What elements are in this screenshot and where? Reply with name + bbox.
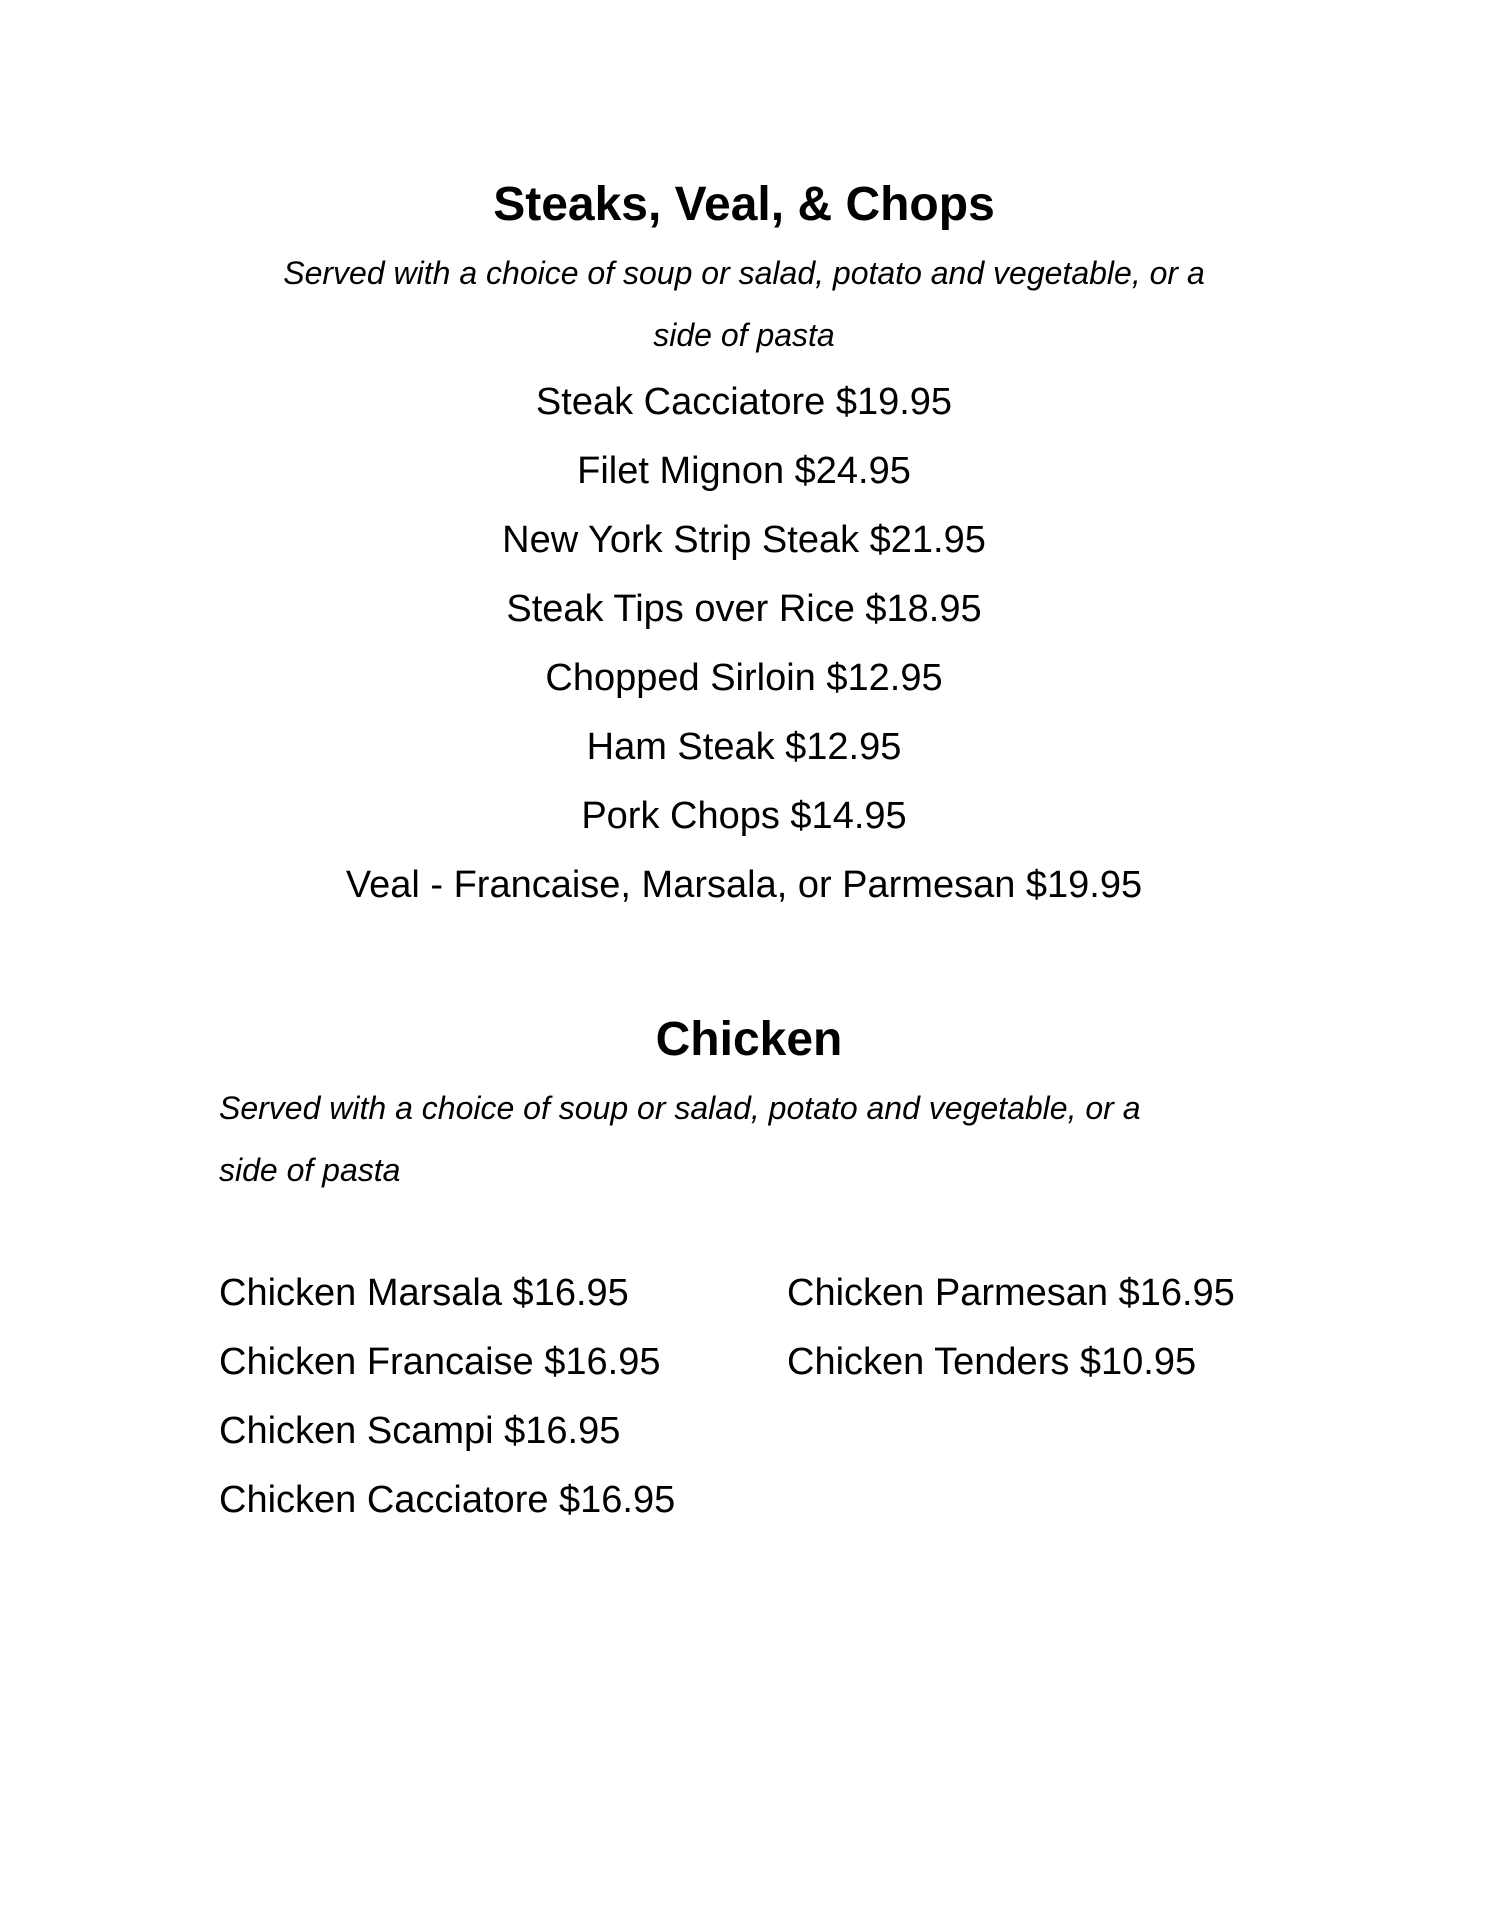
menu-item: Veal - Francaise, Marsala, or Parmesan $19.95 bbox=[345, 864, 1143, 906]
menu-item: Chicken Francaise $16.95 bbox=[219, 1341, 661, 1383]
subtitle-line: side of pasta bbox=[653, 317, 835, 353]
subtitle-line: Served with a choice of soup or salad, potato and vegetable, or a bbox=[219, 1090, 1141, 1126]
menu-item: Chicken Cacciatore $16.95 bbox=[219, 1479, 676, 1521]
menu-item: Chopped Sirloin $12.95 bbox=[545, 657, 943, 699]
menu-item: Filet Mignon $24.95 bbox=[577, 450, 911, 492]
menu-item: Chicken Marsala $16.95 bbox=[219, 1272, 629, 1314]
menu-item: New York Strip Steak $21.95 bbox=[502, 519, 986, 561]
menu-column-right bbox=[787, 1259, 1235, 1397]
subtitle-line: Served with a choice of soup or salad, potato and vegetable, or a bbox=[283, 255, 1205, 291]
subtitle-line: side of pasta bbox=[219, 1152, 401, 1188]
menu-item: Steak Cacciatore $19.95 bbox=[535, 381, 953, 423]
section-subtitle bbox=[219, 1077, 1239, 1201]
chicken-section bbox=[0, 1010, 1488, 1521]
section-title: Chicken bbox=[655, 1013, 843, 1066]
menu-item: Ham Steak $12.95 bbox=[586, 726, 902, 768]
menu-column-left bbox=[219, 1259, 675, 1535]
menu-item: Chicken Parmesan $16.95 bbox=[787, 1272, 1235, 1314]
menu-item: Chicken Scampi $16.95 bbox=[219, 1410, 621, 1452]
steaks-veal-chops-section bbox=[0, 175, 1488, 920]
menu-item: Pork Chops $14.95 bbox=[581, 795, 907, 837]
menu-item: Steak Tips over Rice $18.95 bbox=[506, 588, 982, 630]
section-title: Steaks, Veal, & Chops bbox=[493, 178, 995, 231]
menu-item-list bbox=[0, 368, 1488, 920]
menu-item: Chicken Tenders $10.95 bbox=[787, 1341, 1197, 1383]
section-subtitle bbox=[244, 242, 1244, 366]
